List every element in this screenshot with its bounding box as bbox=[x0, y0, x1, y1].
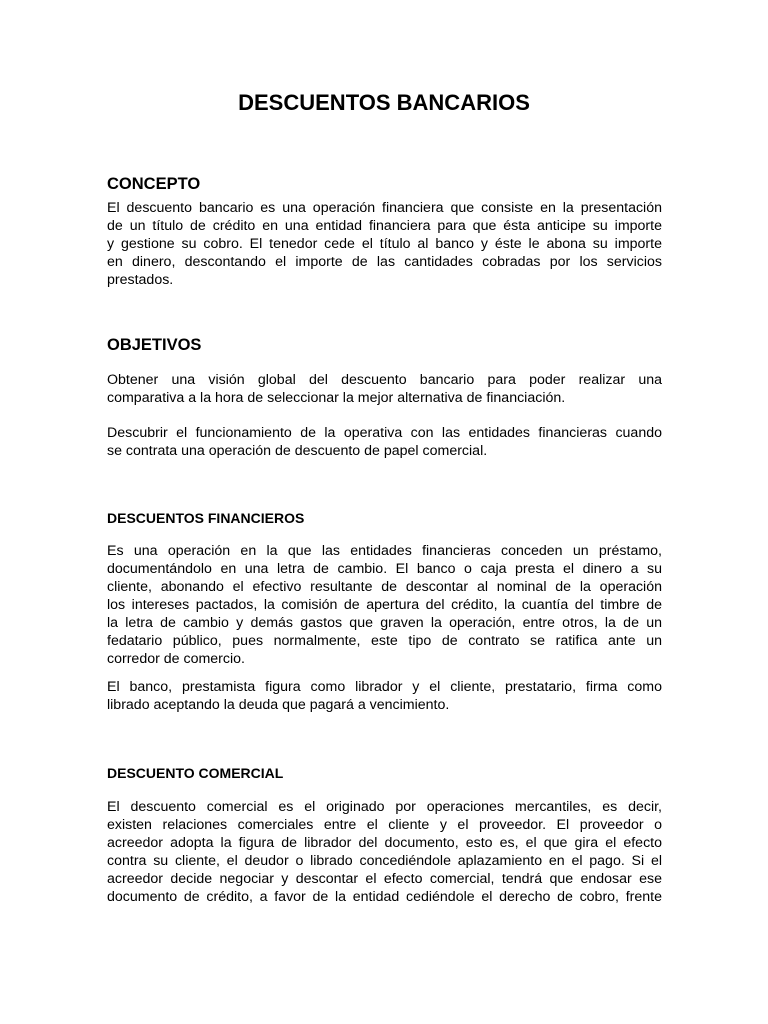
text-line: documento de crédito, a favor de la entidad cediéndole el derecho de cobro, frente bbox=[107, 889, 662, 905]
text-line: acreedor adopta la figura de librador del documento, esto es, el que gira el efecto bbox=[107, 835, 662, 851]
text-line: librado aceptando la deuda que pagará a vencimiento. bbox=[107, 697, 450, 713]
paragraph-comercial-1 bbox=[107, 798, 662, 906]
section-heading-concepto: CONCEPTO bbox=[107, 175, 201, 193]
text-line: los intereses pactados, la comisión de apertura del crédito, la cuantía del timbre de bbox=[107, 597, 662, 613]
section-heading-objetivos: OBJETIVOS bbox=[107, 336, 202, 354]
paragraph-financieros-2 bbox=[107, 678, 662, 714]
text-line: documentándolo en una letra de cambio. El banco o caja presta el dinero a su bbox=[107, 561, 662, 577]
paragraph-financieros-1 bbox=[107, 542, 662, 668]
text-line: existen relaciones comerciales entre el cliente y el proveedor. El proveedor o bbox=[107, 817, 662, 833]
paragraph-concepto bbox=[107, 199, 662, 289]
text-line: la letra de cambio y demás gastos que graven la operación, entre otros, la de un bbox=[107, 615, 662, 631]
text-line: Descubrir el funcionamiento de la operativa con las entidades financieras cuando bbox=[107, 425, 662, 441]
text-line: fedatario público, pues normalmente, este tipo de contrato se ratifica ante un bbox=[107, 633, 662, 649]
text-line: cliente, abonando el efectivo resultante de descontar al nominal de la operación bbox=[107, 579, 662, 595]
text-line: se contrata una operación de descuento de papel comercial. bbox=[107, 443, 488, 459]
text-line: contra su cliente, el deudor o librado concediéndole aplazamiento en el pago. Si el bbox=[107, 853, 662, 869]
text-line: de un título de crédito en una entidad financiera para que ésta anticipe su importe bbox=[107, 218, 662, 234]
text-line: acreedor decide negociar y descontar el efecto comercial, tendrá que endosar ese bbox=[107, 871, 662, 887]
section-heading-descuento-comercial: DESCUENTO COMERCIAL bbox=[107, 765, 284, 781]
section-heading-descuentos-financieros: DESCUENTOS FINANCIEROS bbox=[107, 510, 305, 526]
document-title: DESCUENTOS BANCARIOS bbox=[238, 90, 530, 115]
text-line: comparativa a la hora de seleccionar la mejor alternativa de financiación. bbox=[107, 390, 566, 406]
paragraph-objetivos-1 bbox=[107, 371, 662, 407]
text-line: Obtener una visión global del descuento bancario para poder realizar una bbox=[107, 372, 662, 388]
text-line: El descuento bancario es una operación financiera que consiste en la presentación bbox=[107, 200, 662, 216]
text-line: y gestione su cobro. El tenedor cede el título al banco y éste le abona su importe bbox=[107, 236, 662, 252]
text-line: El descuento comercial es el originado por operaciones mercantiles, es decir, bbox=[107, 799, 662, 815]
text-line: Es una operación en la que las entidades financieras conceden un préstamo, bbox=[107, 543, 662, 559]
paragraph-objetivos-2 bbox=[107, 424, 662, 460]
text-line: prestados. bbox=[107, 272, 174, 288]
text-line: El banco, prestamista figura como librador y el cliente, prestatario, firma como bbox=[107, 679, 662, 695]
text-line: en dinero, descontando el importe de las cantidades cobradas por los servicios bbox=[107, 254, 662, 270]
text-line: corredor de comercio. bbox=[107, 651, 245, 667]
